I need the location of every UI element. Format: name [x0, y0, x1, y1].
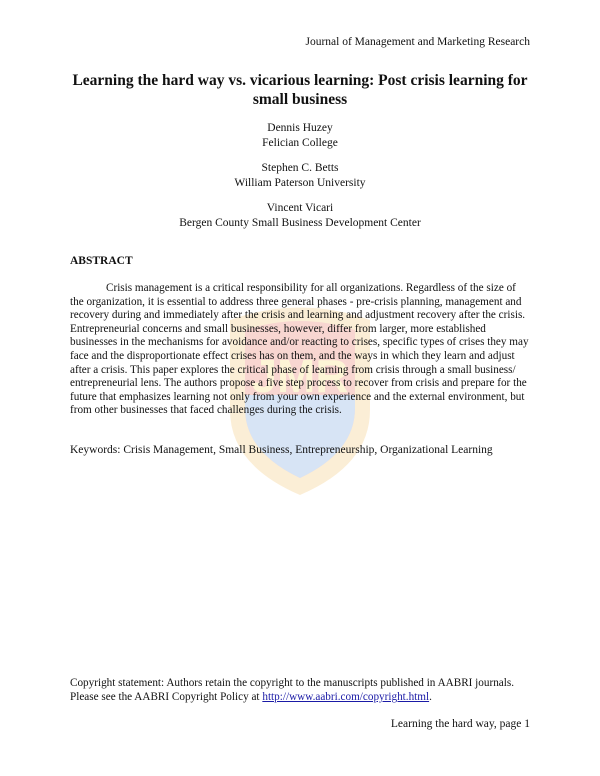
author-name: Stephen C. Betts	[261, 162, 339, 174]
author-affiliation: Bergen County Small Business Development Center	[179, 217, 421, 229]
author-block	[0, 161, 600, 191]
author-block	[0, 201, 600, 231]
keywords: Keywords: Crisis Management, Small Business, Entrepreneurship, Organizational Learning	[70, 444, 493, 456]
author-affiliation: William Paterson University	[234, 177, 366, 189]
running-header: Journal of Management and Marketing Research	[305, 36, 530, 48]
author-name: Dennis Huzey	[267, 122, 333, 134]
watermark-letters: JMR	[251, 350, 349, 402]
author-block	[0, 121, 600, 151]
copyright-policy-link[interactable]: http://www.aabri.com/copyright.html	[262, 691, 430, 703]
copyright-text: Copyright statement: Authors retain the copyright to the manuscripts published in AABRI journals. Please see the AABRI Copyright Policy at	[70, 677, 515, 703]
abstract-text: Crisis management is a critical responsibility for all organizations. Regardless of the size of the organization, it is essential to address three general phases - pre-crisis planning, management and recovery during and immediately after the crisis and learning and adjustment recovery after the crisis. Entrepreneurial concerns and small businesses, however, differ from larger, more established businesses in the mechanisms for avoidance and/or reacting to crises, specific types of crises they may face and the disproportionate effect crises has on them, and the ways in which they learn and adjust after a crisis. This paper explores the critical phase of learning from crisis through a small business/ entrepreneurial lens. The authors propose a five step process to recover from crisis and prepare for the future that emphasizes learning not only from your own experience and the external environment, but from other businesses that faced challenges during the crisis.	[70, 282, 529, 417]
paper-title: Learning the hard way vs. vicarious learning: Post crisis learning for small business	[72, 72, 528, 108]
copyright-period: .	[429, 691, 432, 703]
author-affiliation: Felician College	[262, 137, 338, 149]
page-footer: Learning the hard way, page 1	[390, 718, 530, 730]
author-name: Vincent Vicari	[266, 202, 334, 214]
copyright-statement	[70, 676, 540, 704]
author-list	[0, 121, 600, 241]
abstract-heading: ABSTRACT	[70, 255, 133, 267]
